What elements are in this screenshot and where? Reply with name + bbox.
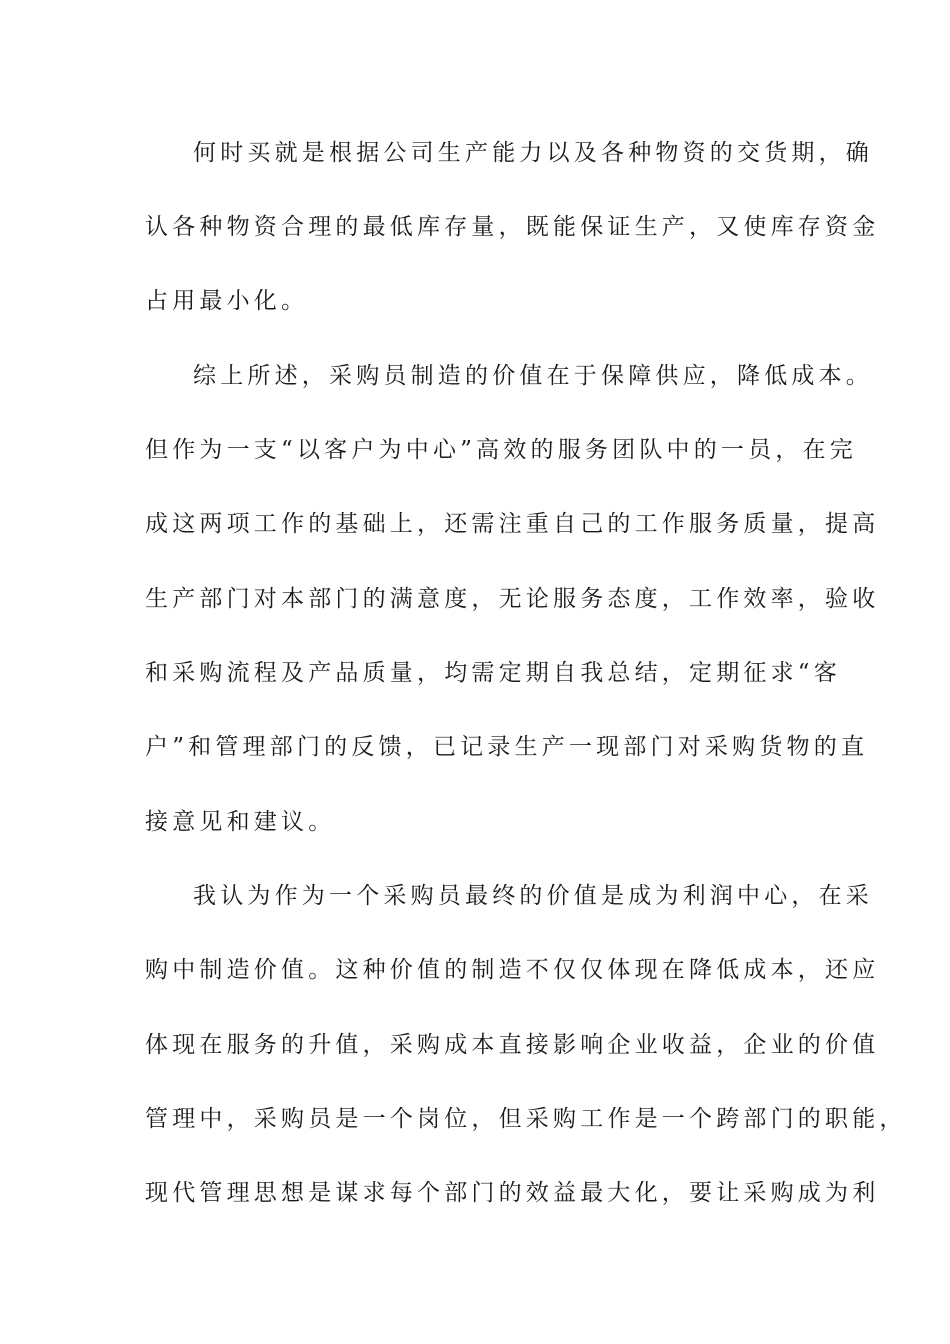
paragraph-3-line-1: 我认为作为一个采购员最终的价值是成为利润中心，在采 bbox=[193, 883, 873, 909]
paragraph-2-line-5: 和采购流程及产品质量，均需定期自我总结，定期征求“客 bbox=[145, 660, 841, 686]
paragraph-2-line-6: 户”和管理部门的反馈，已记录生产一现部门对采购货物的直 bbox=[145, 734, 869, 760]
paragraph-2-line-3: 成这两项工作的基础上，还需注重自己的工作服务质量，提高 bbox=[145, 511, 880, 537]
paragraph-2-line-2: 但作为一支“以客户为中心”高效的服务团队中的一员，在完 bbox=[145, 437, 857, 463]
paragraph-2-line-1: 综上所述，采购员制造的价值在于保障供应，降低成本。 bbox=[193, 363, 873, 389]
paragraph-1-line-2: 认各种物资合理的最低库存量，既能保证生产，又使库存资金 bbox=[145, 214, 880, 240]
paragraph-3-line-2: 购中制造价值。这种价值的制造不仅仅体现在降低成本，还应 bbox=[145, 957, 880, 983]
paragraph-1-line-3: 占用最小化。 bbox=[145, 288, 309, 314]
paragraph-1-line-1: 何时买就是根据公司生产能力以及各种物资的交货期，确 bbox=[193, 140, 873, 166]
paragraph-3-line-5: 现代管理思想是谋求每个部门的效益最大化，要让采购成为利 bbox=[145, 1180, 880, 1206]
paragraph-3-line-4: 管理中，采购员是一个岗位，但采购工作是一个跨部门的职能， bbox=[145, 1106, 907, 1132]
paragraph-2-line-7: 接意见和建议。 bbox=[145, 809, 336, 835]
paragraph-2-line-4: 生产部门对本部门的满意度，无论服务态度，工作效率，验收 bbox=[145, 586, 880, 612]
paragraph-3-line-3: 体现在服务的升值，采购成本直接影响企业收益，企业的价值 bbox=[145, 1032, 880, 1058]
